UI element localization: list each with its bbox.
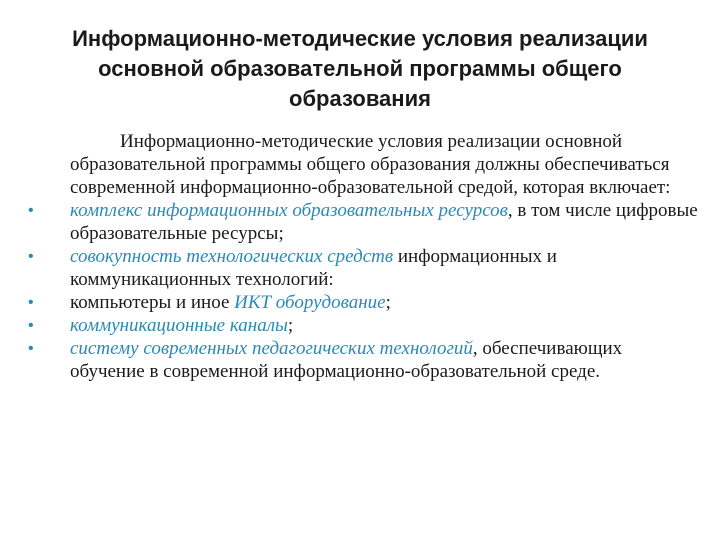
bullet-icon: • — [28, 317, 34, 334]
item-rest: , в том числе цифровые образовательные ресурсы; — [70, 200, 698, 244]
list-item — [20, 314, 700, 337]
item-accent: комплекс информационных образовательных ресурсов — [70, 200, 508, 221]
bullet-icon: • — [28, 248, 34, 265]
item-accent: совокупность технологических средств — [70, 246, 394, 267]
list-item — [20, 199, 700, 245]
bullet-icon: • — [28, 340, 34, 357]
slide-body — [20, 130, 700, 383]
item-prefix: компьютеры и иное — [70, 292, 235, 313]
bullet-icon: • — [28, 294, 34, 311]
item-rest: информационных и коммуникационных технологий: — [70, 246, 557, 290]
item-rest: ; — [385, 292, 391, 313]
conditions-list — [20, 199, 700, 383]
item-accent: ИКТ оборудование — [234, 292, 386, 313]
item-rest: ; — [287, 315, 294, 336]
bullet-icon: • — [28, 202, 34, 219]
item-accent: систему современных педагогических технологий — [70, 338, 473, 359]
slide-title: Информационно-методические условия реализации основной образовательной программы общего образования — [72, 26, 648, 111]
item-rest: , обеспечивающих обучение в современной информационно-образовательной среде. — [70, 338, 623, 382]
list-item — [20, 245, 700, 291]
intro-paragraph: Информационно-методические условия реализации основной образовательной программы общего образования должны обеспечиваться современной информационно-образовательной средой, которая включает: — [70, 131, 671, 198]
list-item — [20, 337, 700, 383]
list-item — [20, 291, 700, 314]
item-accent: коммуникационные каналы — [70, 315, 288, 336]
